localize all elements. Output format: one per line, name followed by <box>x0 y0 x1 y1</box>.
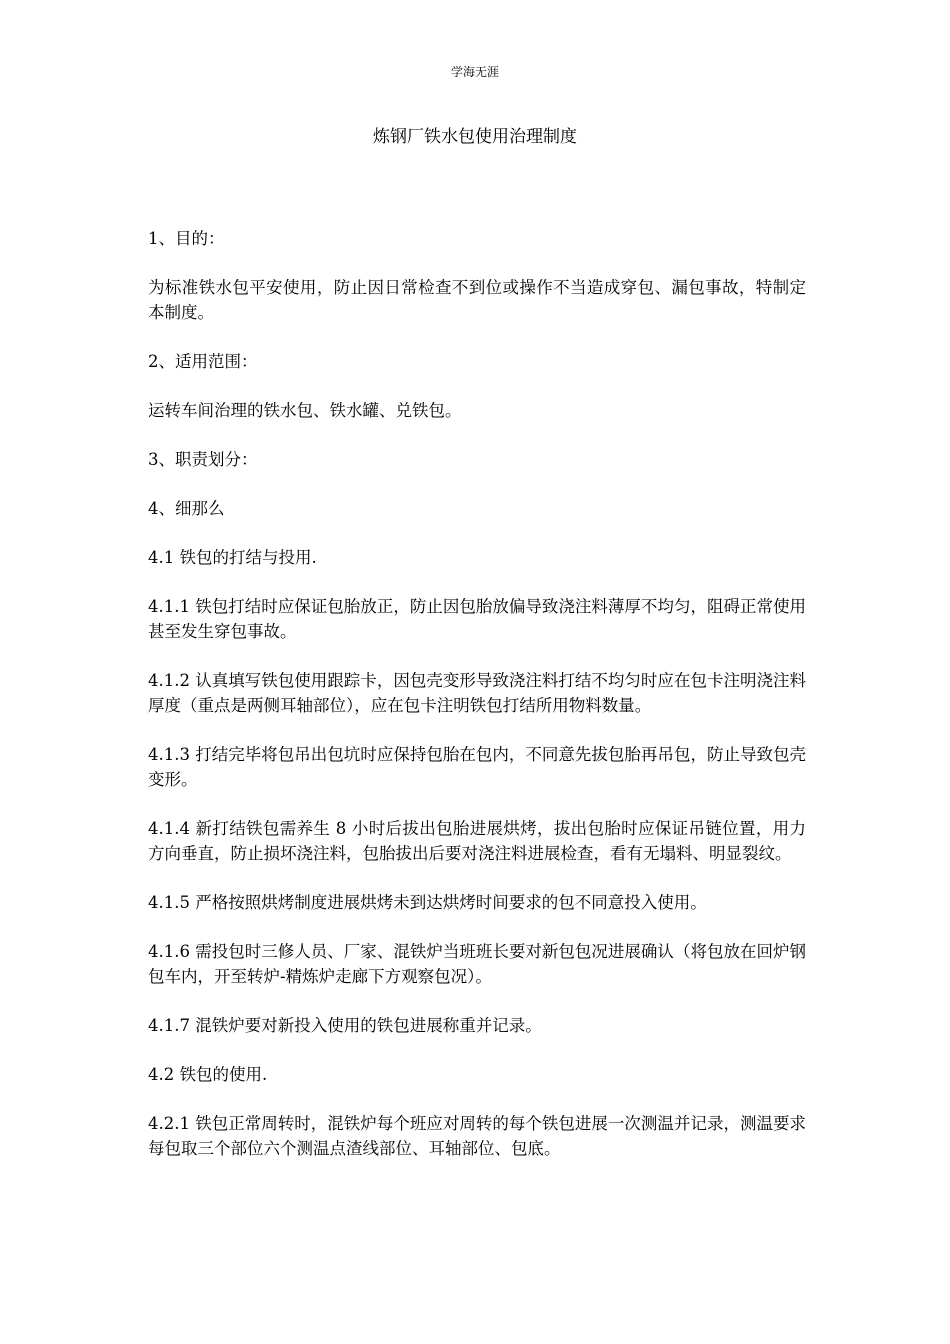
paragraph-purpose: 为标准铁水包平安使用，防止因日常检查不到位或操作不当造成穿包、漏包事故，特制定本制度。 <box>148 278 806 322</box>
paragraph-4-1-2: 4.1.2 认真填写铁包使用跟踪卡，因包壳变形导致浇注料打结不均匀时应在包卡注明浇注料厚度（重点是两侧耳轴部位），应在包卡注明铁包打结所用物料数量。 <box>148 671 806 715</box>
paragraph-4-2-1: 4.2.1 铁包正常周转时，混铁炉每个班应对周转的每个铁包进展一次测温并记录，测温要求每包取三个部位六个测温点渣线部位、耳轴部位、包底。 <box>148 1114 806 1158</box>
section-heading-purpose: 1、目的： <box>148 229 225 248</box>
page-header: 学海无涯 <box>450 65 499 79</box>
paragraph-4-1-7: 4.1.7 混铁炉要对新投入使用的铁包进展称重并记录。 <box>148 1016 542 1035</box>
paragraph-4-1-1: 4.1.1 铁包打结时应保证包胎放正，防止因包胎放偏导致浇注料薄厚不均匀，阻碍正常使用甚至发生穿包事故。 <box>148 597 806 641</box>
document-body <box>148 226 806 1185</box>
paragraph-4-1-3: 4.1.3 打结完毕将包吊出包坑时应保持包胎在包内，不同意先拔包胎再吊包，防止导致包壳变形。 <box>148 745 806 789</box>
section-heading-responsibilities: 3、职责划分： <box>148 450 258 469</box>
subsection-heading-4-1: 4.1 铁包的打结与投用. <box>148 548 317 567</box>
section-heading-rules: 4、细那么 <box>148 499 225 518</box>
paragraph-4-1-6: 4.1.6 需投包时三修人员、厂家、混铁炉当班班长要对新包包况进展确认（将包放在回炉钢包车内，开至转炉-精炼炉走廊下方观察包况）。 <box>148 942 806 986</box>
paragraph-4-1-4: 4.1.4 新打结铁包需养生 8 小时后拔出包胎进展烘烤，拔出包胎时应保证吊链位置，用力方向垂直，防止损坏浇注料，包胎拔出后要对浇注料进展检查，看有无塌料、明显裂纹。 <box>148 819 806 863</box>
document-title: 炼钢厂铁水包使用治理制度 <box>373 127 577 147</box>
paragraph-scope: 运转车间治理的铁水包、铁水罐、兑铁包。 <box>148 401 462 420</box>
subsection-heading-4-2: 4.2 铁包的使用. <box>148 1065 268 1084</box>
section-heading-scope: 2、适用范围： <box>148 352 258 371</box>
paragraph-4-1-5: 4.1.5 严格按照烘烤制度进展烘烤未到达烘烤时间要求的包不同意投入使用。 <box>148 893 707 912</box>
